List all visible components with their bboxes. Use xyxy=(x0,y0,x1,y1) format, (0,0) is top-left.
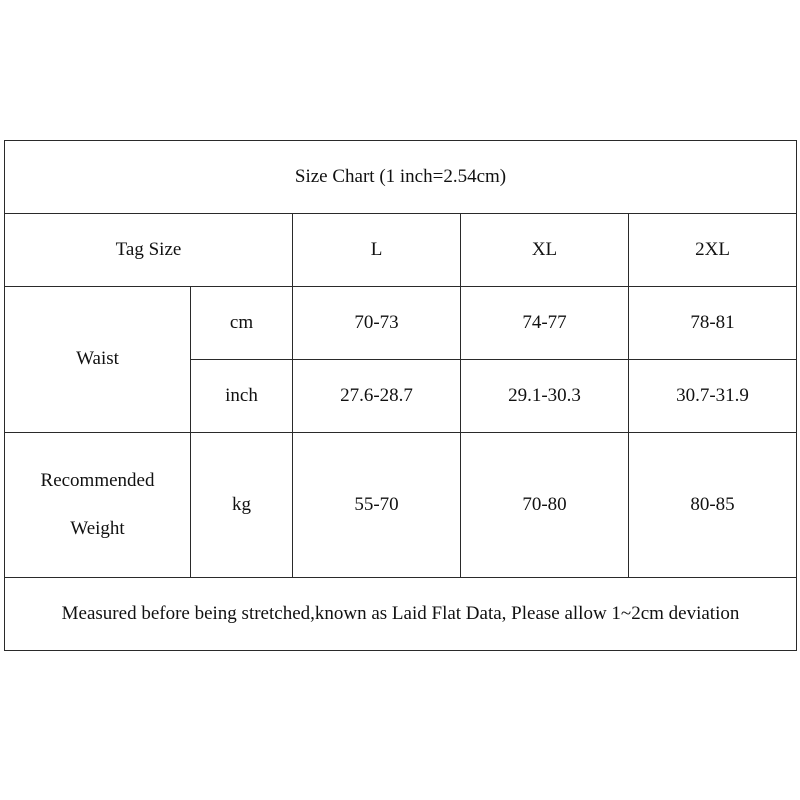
waist-inch-l: 27.6-28.7 xyxy=(293,360,461,433)
weight-xl: 70-80 xyxy=(461,433,629,578)
waist-unit-cm: cm xyxy=(191,287,293,360)
waist-unit-inch: inch xyxy=(191,360,293,433)
weight-2xl: 80-85 xyxy=(629,433,797,578)
waist-cm-l: 70-73 xyxy=(293,287,461,360)
chart-title: Size Chart (1 inch=2.54cm) xyxy=(5,141,797,214)
waist-inch-2xl: 30.7-31.9 xyxy=(629,360,797,433)
waist-cm-xl: 74-77 xyxy=(461,287,629,360)
size-header-xl: XL xyxy=(461,214,629,287)
weight-label-line1: Recommended xyxy=(40,470,155,491)
waist-cm-row xyxy=(5,287,797,360)
size-chart-table xyxy=(4,140,797,651)
waist-inch-xl: 29.1-30.3 xyxy=(461,360,629,433)
weight-label xyxy=(5,433,191,578)
title-row xyxy=(5,141,797,214)
waist-label: Waist xyxy=(5,287,191,433)
tag-size-row xyxy=(5,214,797,287)
size-header-2xl: 2XL xyxy=(629,214,797,287)
weight-label-line2: Weight xyxy=(70,518,125,539)
weight-unit-kg: kg xyxy=(191,433,293,578)
note-row xyxy=(5,578,797,651)
weight-row xyxy=(5,433,797,578)
tag-size-label: Tag Size xyxy=(5,214,293,287)
size-header-l: L xyxy=(293,214,461,287)
weight-l: 55-70 xyxy=(293,433,461,578)
waist-cm-2xl: 78-81 xyxy=(629,287,797,360)
measurement-note: Measured before being stretched,known as Laid Flat Data, Please allow 1~2cm deviation xyxy=(5,578,797,651)
